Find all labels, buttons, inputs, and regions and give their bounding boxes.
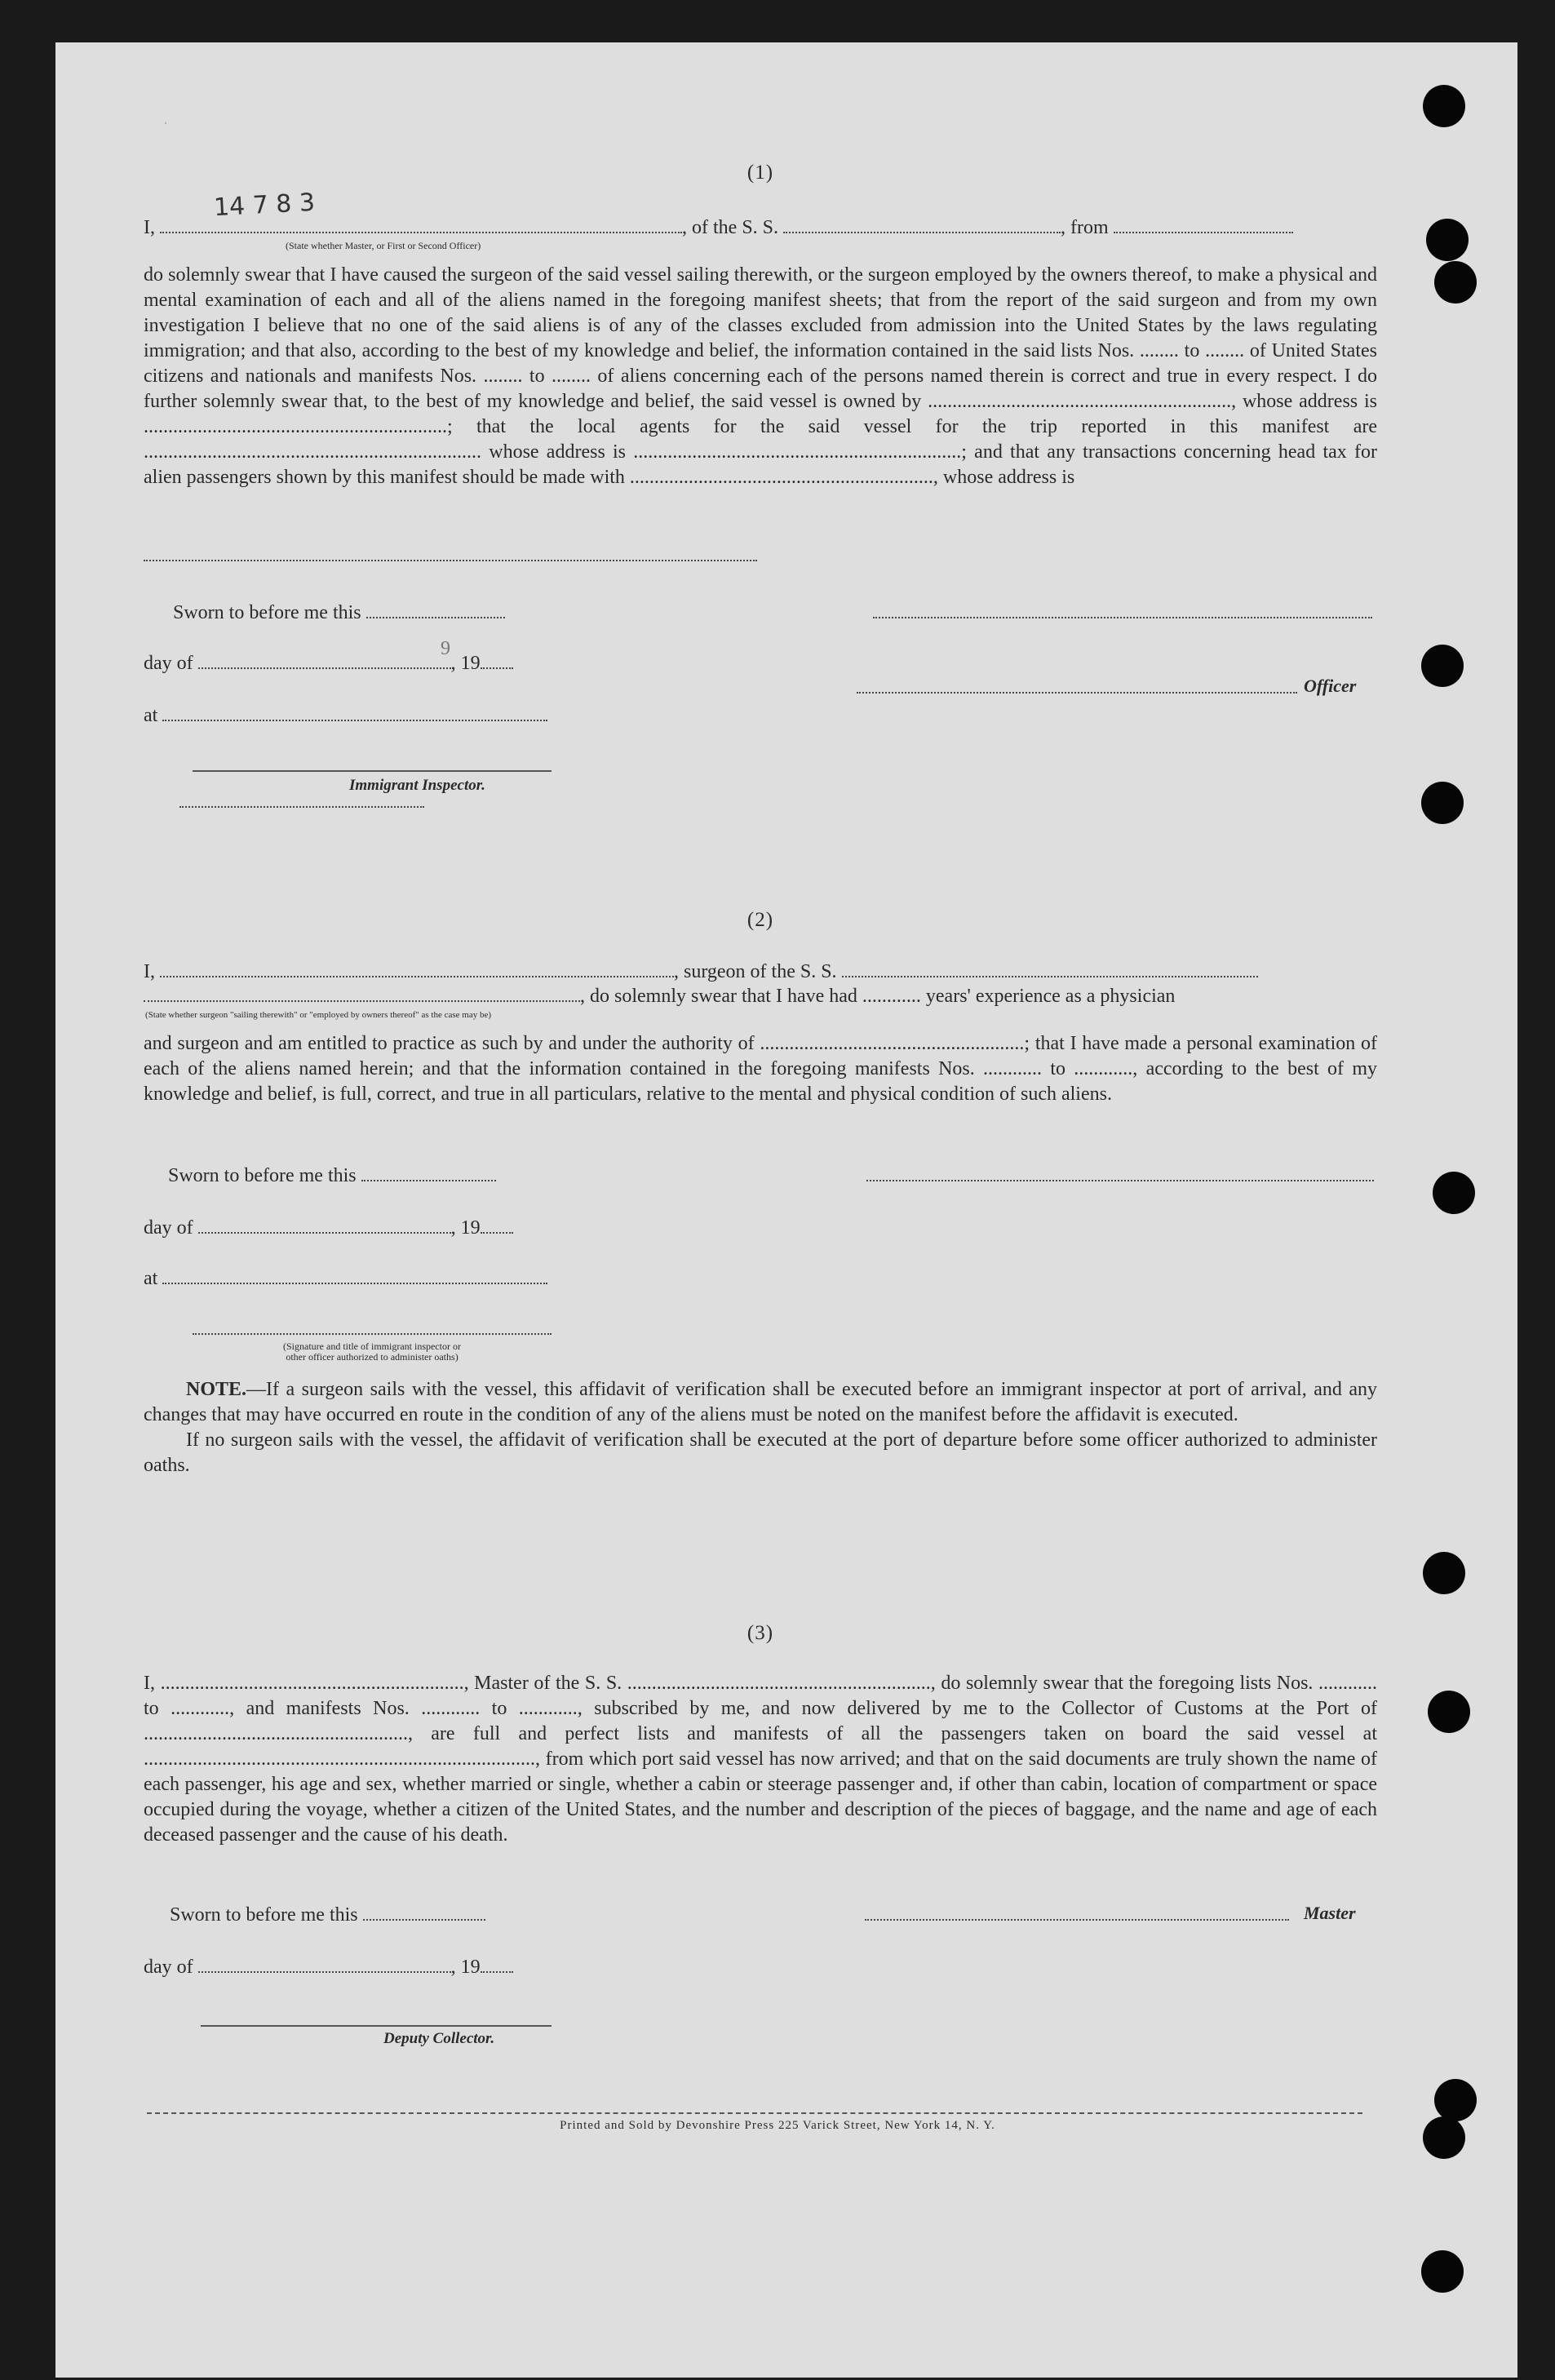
ship-name-field[interactable] xyxy=(783,215,1061,233)
dotted-stub xyxy=(179,806,424,808)
sworn-field[interactable] xyxy=(363,1903,485,1921)
year-label: 19 xyxy=(460,653,481,674)
officer-signature-line[interactable] xyxy=(857,692,1297,694)
section-2-paragraph: and surgeon and am entitled to practice as such by and under the authority of ......................................................; that I have made a personal examination of each of the aliens named herein; and that the information contained in the foregoing manifests Nos. ............ to ............, according to the best of my knowledge and belief, is full, correct, and true in all particulars, relative to the mental and physical condition of such aliens. xyxy=(144,1033,1377,1105)
year-field[interactable] xyxy=(481,1955,513,1973)
at-label: at xyxy=(144,705,158,726)
officer-name-field[interactable] xyxy=(160,215,682,233)
ship-name-field[interactable] xyxy=(842,960,1258,977)
at-row xyxy=(144,703,547,727)
sworn-row xyxy=(168,1163,496,1187)
sworn-label: Sworn to before me this xyxy=(173,602,361,623)
section-3-paragraph: I, .............................................................., Master of the S. S. .............................................................., do solemnly swear that the foregoing lists Nos. ............ to ............, and manifests Nos. ............ to ............, subscribed by me, and now delivered by me to the Collector of Customs at the Port of ......................................................, are full and perfect lists and manifests of all the passengers taken on board the said vessel at ................................................................................, from which port said vessel has now arrived; and that on the said documents are truly shown the name of each passenger, his age and sex, whether married or single, whether a cabin or steerage passenger and, if other than cabin, location of compartment or space occupied during the voyage, whether a citizen of the United States, and the number and description of the pieces of baggage, and the name and age of each deceased passenger and the cause of his death. xyxy=(144,1673,1377,1846)
section-2-body xyxy=(144,1031,1377,1107)
handwritten-day: 9 xyxy=(441,638,450,659)
surgeon-hint: (State whether surgeon "sailing therewith" or "employed by owners thereof" as the case may be) xyxy=(145,1010,492,1020)
year-label: 19 xyxy=(460,1217,481,1239)
note-paragraph-2: If no surgeon sails with the vessel, the affidavit of verification shall be executed at the port of departure before some officer authorized to administer oaths. xyxy=(144,1429,1377,1476)
sworn-row xyxy=(170,1903,485,1926)
master-line xyxy=(144,215,1377,239)
sworn-row xyxy=(173,601,505,624)
binder-hole xyxy=(1421,2250,1464,2293)
master-label: Master xyxy=(1304,1903,1356,1923)
note-text: —If a surgeon sails with the vessel, this affidavit of verification shall be executed before an immigrant inspector at port of arrival, and any changes that may have occurred en route in the condition of any of the aliens must be noted on the manifest before the affidavit is executed. xyxy=(144,1379,1377,1425)
section-1 xyxy=(144,162,1377,184)
sworn-label: Sworn to before me this xyxy=(168,1165,357,1186)
inspector-label: Immigrant Inspector. xyxy=(349,777,485,794)
collector-line[interactable] xyxy=(201,2025,552,2027)
day-label: day of xyxy=(144,1217,193,1239)
label-i: I, xyxy=(144,961,155,982)
day-label: day of xyxy=(144,653,193,674)
day-field[interactable] xyxy=(198,651,451,669)
binder-hole xyxy=(1433,1172,1475,1214)
day-row: day of , 19 xyxy=(144,1216,513,1239)
signature-hint-line-1: (Signature and title of immigrant inspector or xyxy=(283,1341,461,1352)
binder-hole xyxy=(1426,219,1469,261)
officer-label: Officer xyxy=(1304,676,1357,696)
section-2 xyxy=(144,909,1377,932)
label-surgeon-of: , surgeon of the S. S. xyxy=(674,961,837,982)
label-of-ss: , of the S. S. xyxy=(682,217,779,238)
inspector-signature-line[interactable] xyxy=(193,1333,552,1335)
note-label: NOTE. xyxy=(186,1379,247,1400)
section-number: (2) xyxy=(746,909,774,931)
section-number: (3) xyxy=(746,1622,774,1644)
binder-hole xyxy=(1434,261,1477,304)
day-field[interactable] xyxy=(198,1216,451,1234)
binder-hole xyxy=(1421,645,1464,687)
surgeon-status-field[interactable] xyxy=(144,984,580,1002)
sworn-field[interactable] xyxy=(366,601,505,618)
section-3-body xyxy=(144,1671,1377,1848)
binder-hole xyxy=(1421,782,1464,824)
signature-hint xyxy=(193,1341,552,1363)
collector-label: Deputy Collector. xyxy=(383,2030,495,2047)
day-row: day of , 19 xyxy=(144,1955,513,1979)
handwritten-number: 14 7 8 3 xyxy=(213,188,316,223)
section-1-body xyxy=(144,263,1377,490)
year-label: 19 xyxy=(460,1957,481,1978)
address-continuation-line[interactable] xyxy=(144,560,757,561)
note-block xyxy=(144,1377,1377,1478)
year-field[interactable] xyxy=(481,1216,513,1234)
label-i: I, xyxy=(144,217,155,238)
section-3 xyxy=(144,1622,1377,1645)
at-field[interactable] xyxy=(162,703,547,721)
binder-hole xyxy=(1423,85,1465,127)
day-field[interactable] xyxy=(198,1955,451,1973)
note-paragraph xyxy=(144,1377,1377,1428)
day-label: day of xyxy=(144,1957,193,1978)
binder-hole xyxy=(1423,1552,1465,1594)
sworn-field[interactable] xyxy=(361,1163,496,1181)
surgeon-line-2 xyxy=(144,984,1377,1008)
sworn-label: Sworn to before me this xyxy=(170,1904,358,1926)
at-field[interactable] xyxy=(162,1266,547,1284)
binder-hole xyxy=(1434,2079,1477,2121)
officer-hint: (State whether Master, or First or Second Officer) xyxy=(286,240,481,251)
inspector-line[interactable] xyxy=(193,770,552,772)
section-number: (1) xyxy=(746,162,774,184)
label-from: , from xyxy=(1061,217,1109,238)
signature-line-2[interactable] xyxy=(866,1180,1374,1181)
signature-line-1[interactable] xyxy=(873,617,1372,618)
footer-divider xyxy=(147,2112,1362,2114)
day-row: day of , 19 xyxy=(144,651,513,675)
bleed-through: . xyxy=(163,108,169,128)
at-row xyxy=(144,1266,547,1290)
at-label: at xyxy=(144,1268,158,1289)
printer-imprint: Printed and Sold by Devonshire Press 225 Varick Street, New York 14, N. Y. xyxy=(560,2119,995,2132)
binder-hole xyxy=(1428,1691,1470,1733)
year-field[interactable] xyxy=(481,651,513,669)
experience-text: , do solemnly swear that I have had ............ years' experience as a physician xyxy=(580,986,1176,1007)
surgeon-line xyxy=(144,960,1377,983)
from-port-field[interactable] xyxy=(1114,215,1293,233)
surgeon-name-field[interactable] xyxy=(160,960,674,977)
master-signature-line[interactable] xyxy=(865,1919,1289,1921)
signature-hint-line-2: other officer authorized to administer oaths) xyxy=(286,1351,459,1363)
section-1-paragraph: do solemnly swear that I have caused the surgeon of the said vessel sailing therewith, or the surgeon employed by the owners thereof, to make a physical and mental examination of each and all of the aliens named in the foregoing manifest sheets; that from the report of the said surgeon and from my own investigation I believe that no one of the said aliens is of any of the classes excluded from admission into the United States by the laws regulating immigration; and that also, according to the best of my knowledge and belief, the information contained in the said lists Nos. ........ to ........ of United States citizens and nationals and manifests Nos. ........ to ........ of aliens concerning each of the persons named therein is correct and true in every respect. I do further solemnly swear that, to the best of my knowledge and belief, the said vessel is owned by .............................................................., whose address is ..............................................................; that the local agents for the said vessel for the trip reported in this manifest are ..................................................................... whose address is ...................................................................; and that any transactions concerning head tax for alien passengers shown by this manifest should be made with .............................................................., whose address is xyxy=(144,264,1377,488)
